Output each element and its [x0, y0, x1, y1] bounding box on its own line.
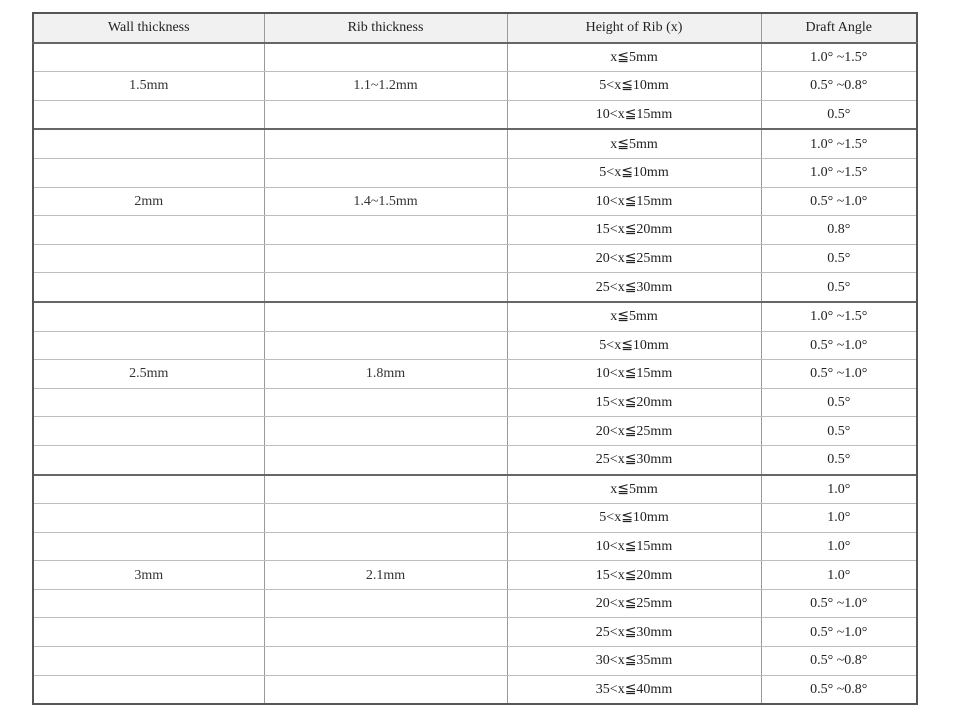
draft-angle-cell: 0.5° ~1.0° — [761, 589, 917, 618]
rib-thickness-cell — [264, 388, 507, 417]
table-row — [33, 675, 917, 704]
rib-draft-angle-table — [32, 12, 918, 705]
wall-thickness-cell — [33, 273, 264, 302]
wall-thickness-cell — [33, 589, 264, 618]
wall-thickness-cell — [33, 216, 264, 245]
wall-thickness-cell: 1.5mm — [33, 72, 264, 101]
draft-angle-cell: 0.5° — [761, 417, 917, 446]
rib-thickness-cell — [264, 475, 507, 504]
draft-angle-cell: 0.5° ~0.8° — [761, 72, 917, 101]
rib-thickness-cell — [264, 417, 507, 446]
rib-height-cell: 25<x≦30mm — [507, 445, 761, 474]
header-wall-thickness: Wall thickness — [33, 13, 264, 43]
rib-thickness-cell — [264, 589, 507, 618]
rib-thickness-cell — [264, 647, 507, 676]
rib-height-cell: 20<x≦25mm — [507, 589, 761, 618]
rib-height-cell: x≦5mm — [507, 475, 761, 504]
rib-thickness-cell — [264, 273, 507, 302]
rib-thickness-cell — [264, 618, 507, 647]
rib-height-cell: 10<x≦15mm — [507, 100, 761, 129]
rib-height-cell: 15<x≦20mm — [507, 216, 761, 245]
rib-height-cell: 25<x≦30mm — [507, 273, 761, 302]
draft-angle-cell: 0.8° — [761, 216, 917, 245]
rib-height-cell: 10<x≦15mm — [507, 532, 761, 561]
table-row — [33, 72, 917, 101]
rib-thickness-cell — [264, 158, 507, 187]
draft-angle-cell: 1.0° ~1.5° — [761, 129, 917, 158]
wall-thickness-cell: 3mm — [33, 561, 264, 590]
table-row — [33, 187, 917, 216]
table-body — [33, 43, 917, 705]
rib-thickness-cell: 1.1~1.2mm — [264, 72, 507, 101]
rib-height-cell: 10<x≦15mm — [507, 187, 761, 216]
header-height-of-rib: Height of Rib (x) — [507, 13, 761, 43]
rib-height-cell: 30<x≦35mm — [507, 647, 761, 676]
rib-height-cell: 15<x≦20mm — [507, 561, 761, 590]
table-row — [33, 360, 917, 389]
wall-thickness-cell — [33, 532, 264, 561]
rib-height-cell: x≦5mm — [507, 302, 761, 331]
wall-thickness-cell — [33, 675, 264, 704]
rib-height-cell: 20<x≦25mm — [507, 244, 761, 273]
rib-height-cell: 15<x≦20mm — [507, 388, 761, 417]
wall-thickness-cell: 2mm — [33, 187, 264, 216]
table-row — [33, 475, 917, 504]
wall-thickness-cell — [33, 445, 264, 474]
wall-thickness-cell — [33, 244, 264, 273]
table-row — [33, 618, 917, 647]
rib-thickness-cell — [264, 675, 507, 704]
rib-thickness-cell — [264, 43, 507, 72]
rib-thickness-cell — [264, 302, 507, 331]
rib-height-cell: 10<x≦15mm — [507, 360, 761, 389]
table-row — [33, 331, 917, 360]
draft-angle-cell: 0.5° — [761, 445, 917, 474]
rib-thickness-cell — [264, 100, 507, 129]
rib-thickness-cell — [264, 216, 507, 245]
draft-angle-cell: 0.5° — [761, 244, 917, 273]
table-header — [33, 13, 917, 43]
table-row — [33, 43, 917, 72]
wall-thickness-cell — [33, 100, 264, 129]
rib-height-cell: x≦5mm — [507, 43, 761, 72]
wall-thickness-cell — [33, 618, 264, 647]
draft-angle-cell: 1.0° — [761, 561, 917, 590]
draft-angle-cell: 1.0° ~1.5° — [761, 43, 917, 72]
draft-angle-cell: 1.0° — [761, 504, 917, 533]
wall-thickness-cell — [33, 647, 264, 676]
draft-angle-cell: 0.5° — [761, 100, 917, 129]
table-row — [33, 532, 917, 561]
table-row — [33, 417, 917, 446]
table-row — [33, 388, 917, 417]
header-draft-angle: Draft Angle — [761, 13, 917, 43]
rib-height-cell: 5<x≦10mm — [507, 331, 761, 360]
wall-thickness-cell — [33, 388, 264, 417]
rib-height-cell: 20<x≦25mm — [507, 417, 761, 446]
table-row — [33, 302, 917, 331]
wall-thickness-cell — [33, 129, 264, 158]
wall-thickness-cell — [33, 504, 264, 533]
table-row — [33, 589, 917, 618]
wall-thickness-cell — [33, 475, 264, 504]
rib-thickness-cell — [264, 504, 507, 533]
draft-angle-cell: 0.5° — [761, 273, 917, 302]
rib-thickness-cell: 2.1mm — [264, 561, 507, 590]
header-row — [33, 13, 917, 43]
rib-height-cell: 5<x≦10mm — [507, 72, 761, 101]
draft-angle-cell: 1.0° ~1.5° — [761, 158, 917, 187]
rib-thickness-cell: 1.8mm — [264, 360, 507, 389]
table-row — [33, 445, 917, 474]
rib-thickness-cell — [264, 129, 507, 158]
table-row — [33, 244, 917, 273]
table-row — [33, 158, 917, 187]
draft-angle-cell: 1.0° — [761, 532, 917, 561]
wall-thickness-cell — [33, 302, 264, 331]
table-row — [33, 216, 917, 245]
header-rib-thickness: Rib thickness — [264, 13, 507, 43]
draft-angle-cell: 0.5° ~1.0° — [761, 331, 917, 360]
table-row — [33, 504, 917, 533]
draft-angle-cell: 0.5° — [761, 388, 917, 417]
draft-angle-cell: 1.0° ~1.5° — [761, 302, 917, 331]
table-row — [33, 647, 917, 676]
wall-thickness-cell — [33, 417, 264, 446]
draft-angle-cell: 0.5° ~1.0° — [761, 360, 917, 389]
wall-thickness-cell — [33, 331, 264, 360]
table-row — [33, 273, 917, 302]
rib-height-cell: 5<x≦10mm — [507, 504, 761, 533]
table-row — [33, 561, 917, 590]
draft-angle-cell: 0.5° ~0.8° — [761, 647, 917, 676]
rib-height-cell: x≦5mm — [507, 129, 761, 158]
table-row — [33, 129, 917, 158]
table-row — [33, 100, 917, 129]
rib-thickness-cell — [264, 244, 507, 273]
rib-height-cell: 35<x≦40mm — [507, 675, 761, 704]
draft-angle-cell: 0.5° ~1.0° — [761, 618, 917, 647]
rib-height-cell: 5<x≦10mm — [507, 158, 761, 187]
rib-thickness-cell — [264, 532, 507, 561]
wall-thickness-cell — [33, 43, 264, 72]
draft-angle-cell: 1.0° — [761, 475, 917, 504]
rib-thickness-cell — [264, 331, 507, 360]
draft-angle-cell: 0.5° ~0.8° — [761, 675, 917, 704]
rib-thickness-cell — [264, 445, 507, 474]
rib-thickness-cell: 1.4~1.5mm — [264, 187, 507, 216]
rib-height-cell: 25<x≦30mm — [507, 618, 761, 647]
wall-thickness-cell: 2.5mm — [33, 360, 264, 389]
draft-angle-cell: 0.5° ~1.0° — [761, 187, 917, 216]
wall-thickness-cell — [33, 158, 264, 187]
